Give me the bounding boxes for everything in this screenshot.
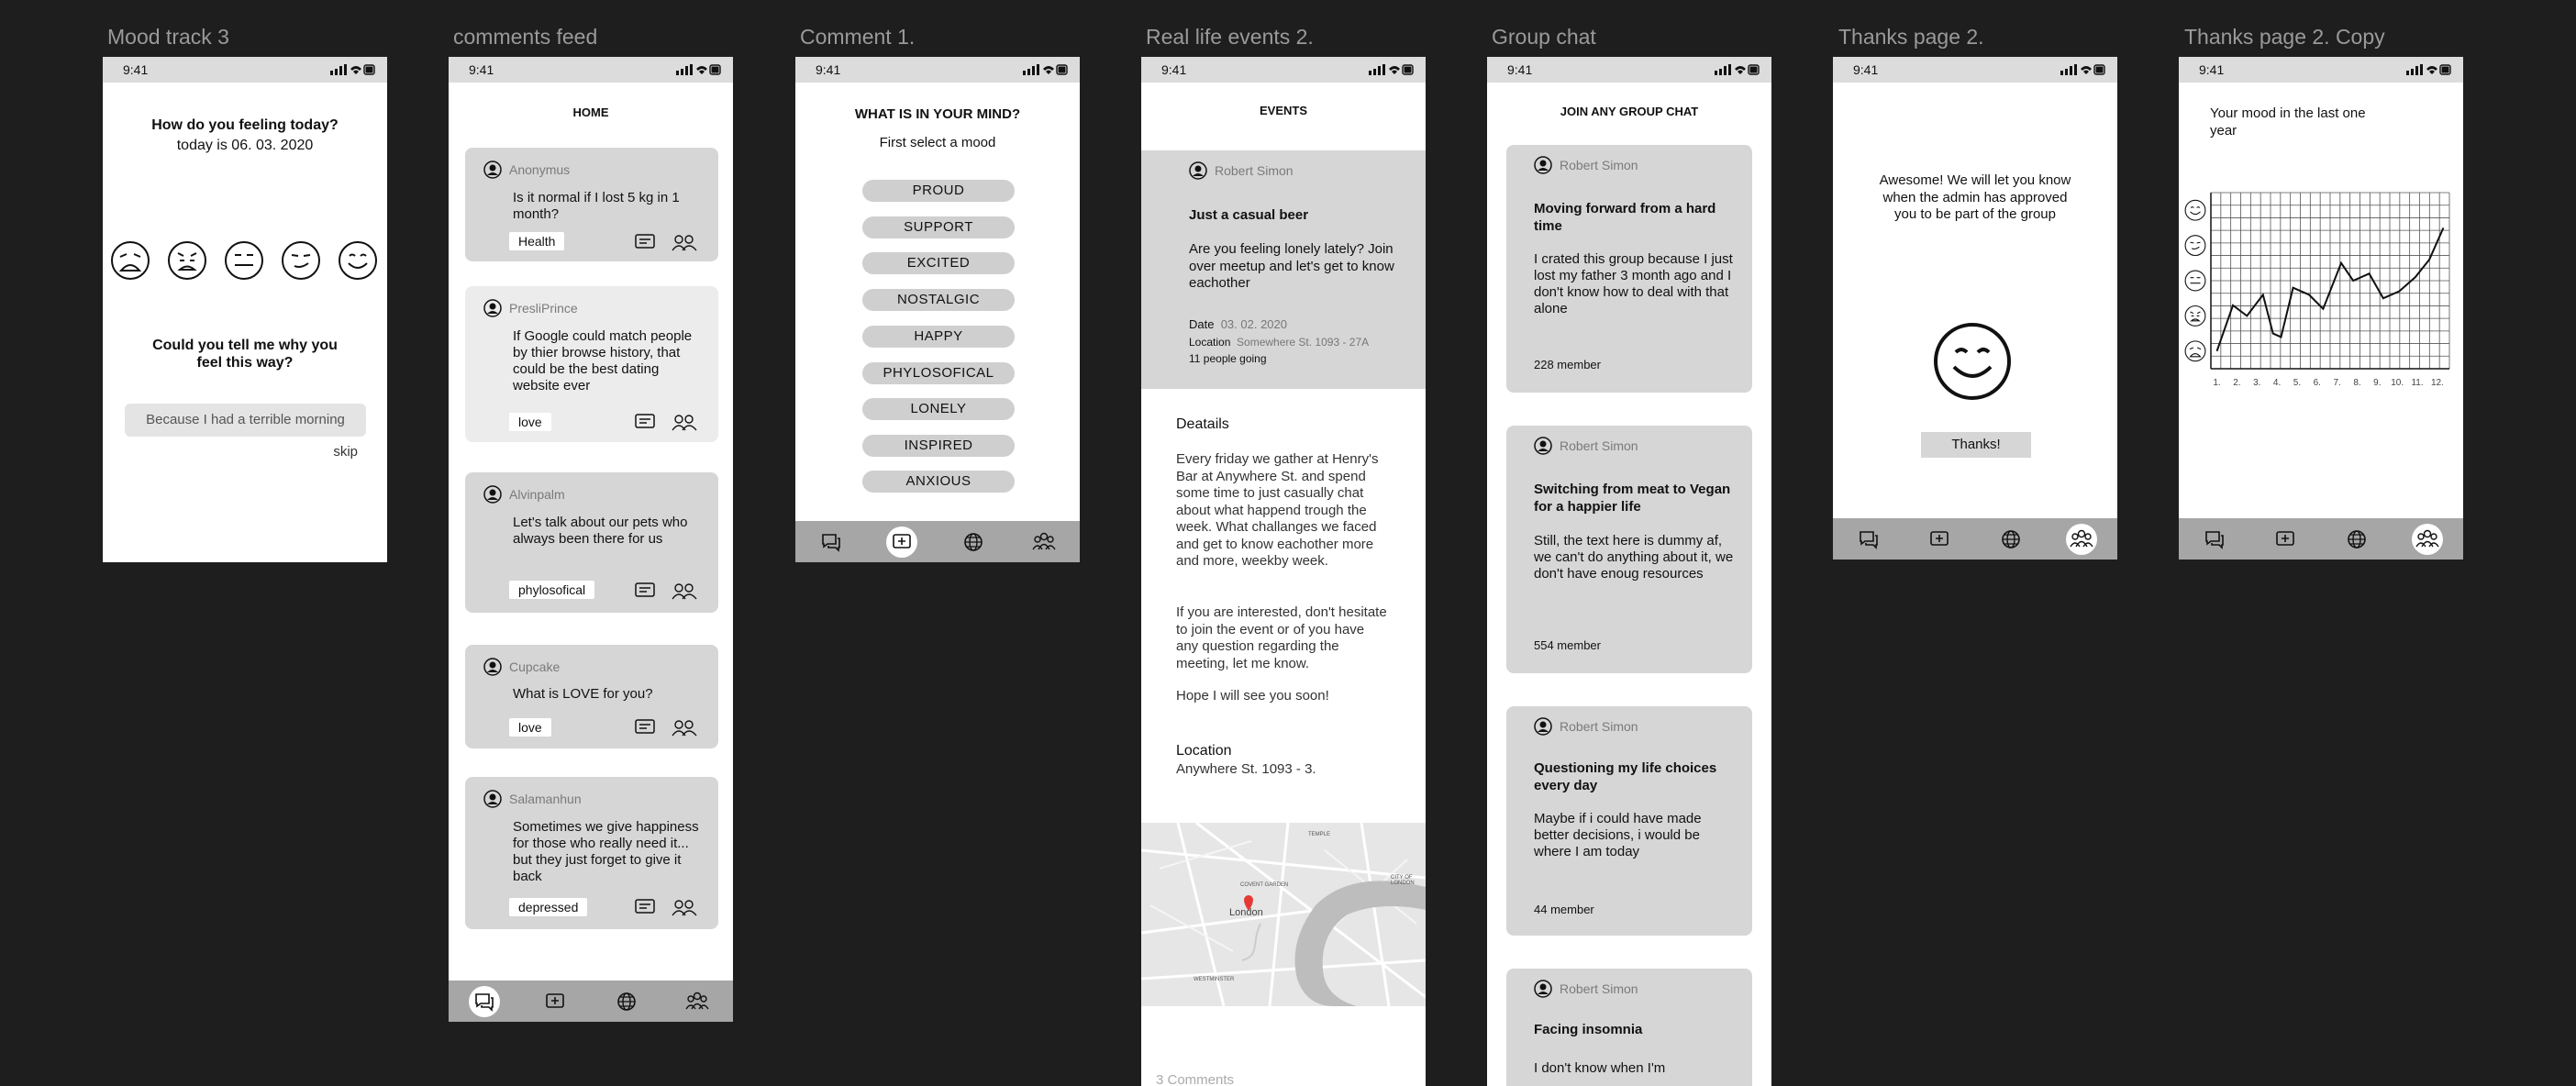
tab-bar xyxy=(795,521,1080,562)
group-card[interactable] xyxy=(1506,145,1752,393)
avatar-icon xyxy=(1534,156,1552,174)
group-description: Maybe if i could have made better decisions, i would be where I am today xyxy=(1534,811,1702,859)
page-title: EVENTS xyxy=(1259,104,1307,117)
post-author: Anonymus xyxy=(509,162,571,177)
location-text: Anywhere St. 1093 - 3. xyxy=(1176,761,1316,777)
signal-wifi-battery-icon xyxy=(330,63,376,76)
thanks-message: Awesome! We will let you know when the admin has approved you to be part of the group xyxy=(1879,172,2071,222)
group-title: Questioning my life choices every day xyxy=(1534,760,1717,793)
signal-wifi-battery-icon xyxy=(2406,63,2452,76)
status-bar xyxy=(1141,57,1426,83)
comment-icon[interactable] xyxy=(634,898,656,916)
add-post-icon xyxy=(2274,528,2296,550)
post-card[interactable] xyxy=(465,777,718,929)
group-author: Robert Simon xyxy=(1560,719,1638,734)
post-card[interactable] xyxy=(465,645,718,748)
tab-groups[interactable] xyxy=(2412,524,2443,555)
post-card[interactable] xyxy=(465,148,718,261)
group-members: 554 member xyxy=(1534,638,1601,652)
comment-icon[interactable] xyxy=(634,413,656,431)
post-text: Is it normal if I lost 5 kg in 1 month? xyxy=(513,190,680,222)
details-paragraph: Every friday we gather at Henry's Bar at Anywhere St. and spend some time to just casually chat about what happend trough the week. What challanges we faced and get to know eachother more and more, weekby week. xyxy=(1176,451,1379,569)
group-author: Robert Simon xyxy=(1560,438,1638,453)
frame-title-thanks: Thanks page 2. xyxy=(1838,25,1984,49)
people-icon[interactable] xyxy=(671,718,698,737)
chat-icon xyxy=(1858,528,1880,550)
mood-option[interactable]: SUPPORT xyxy=(862,216,1015,238)
x-tick-label: 11. xyxy=(2411,378,2424,388)
tab-groups[interactable] xyxy=(1028,526,1060,558)
tab-add-post[interactable] xyxy=(539,986,571,1017)
crying-face-icon xyxy=(2185,305,2205,326)
tab-add-post[interactable] xyxy=(1924,524,1955,555)
happy-face-icon xyxy=(2185,200,2205,220)
wink-face-icon xyxy=(2185,236,2205,256)
comment-icon[interactable] xyxy=(634,582,656,600)
mood-track-screen xyxy=(103,57,387,562)
avatar-icon xyxy=(1534,980,1552,998)
frame-title-mood-track: Mood track 3 xyxy=(107,25,229,49)
status-time: 9:41 xyxy=(1853,62,1879,77)
group-description: I don't know when I'm xyxy=(1534,1060,1666,1076)
avatar-icon xyxy=(1534,437,1552,455)
event-date: 03. 02. 2020 xyxy=(1220,317,1287,331)
tab-home[interactable] xyxy=(2199,524,2230,555)
x-tick-label: 1. xyxy=(2213,378,2221,388)
frame-title-thanks-copy: Thanks page 2. Copy xyxy=(2184,25,2385,49)
x-tick-label: 10. xyxy=(2391,378,2404,388)
chat-icon xyxy=(2204,528,2226,550)
group-card[interactable] xyxy=(1506,426,1752,673)
people-going: 11 people going xyxy=(1189,352,1267,365)
mood-option[interactable]: INSPIRED xyxy=(862,435,1015,457)
post-tag[interactable]: love xyxy=(509,413,551,431)
add-post-icon xyxy=(1928,528,1950,550)
x-tick-label: 7. xyxy=(2333,378,2341,388)
frame-title-comment: Comment 1. xyxy=(800,25,916,49)
tab-home[interactable] xyxy=(816,526,847,558)
reason-input[interactable]: Because I had a terrible morning xyxy=(125,404,366,437)
mood-option[interactable]: EXCITED xyxy=(862,252,1015,274)
mood-option[interactable]: ANXIOUS xyxy=(862,471,1015,493)
x-tick-label: 12. xyxy=(2430,378,2444,388)
post-text: Sometimes we give happiness for those who really need it... but they just forget to give it back xyxy=(513,819,699,884)
status-time: 9:41 xyxy=(2199,62,2225,77)
mood-chart-screen xyxy=(2179,57,2463,560)
signal-wifi-battery-icon xyxy=(1369,63,1415,76)
add-post-icon xyxy=(544,991,566,1013)
page-title: WHAT IS IN YOUR MIND? xyxy=(854,106,1021,122)
tab-bar xyxy=(2179,518,2463,560)
post-author: PresliPrince xyxy=(509,301,578,316)
mood-question: How do you feeling today? xyxy=(151,117,339,133)
tab-groups[interactable] xyxy=(2066,524,2097,555)
avatar-icon xyxy=(483,485,502,504)
signal-wifi-battery-icon xyxy=(1715,63,1760,76)
map-label: TEMPLE xyxy=(1308,832,1331,837)
thanks-screen xyxy=(1833,57,2117,560)
x-tick-label: 9. xyxy=(2373,378,2382,388)
avatar-icon xyxy=(1189,161,1207,180)
tab-bar xyxy=(1833,518,2117,560)
x-tick-label: 2. xyxy=(2233,378,2241,388)
post-author: Alvinpalm xyxy=(509,487,565,502)
post-card[interactable] xyxy=(465,472,718,613)
comments-count[interactable]: 3 Comments xyxy=(1156,1072,1235,1086)
group-card[interactable] xyxy=(1506,706,1752,936)
happy-face-icon[interactable] xyxy=(338,240,378,281)
avatar-icon xyxy=(483,299,502,317)
avatar-icon xyxy=(483,161,502,179)
post-tag[interactable]: Health xyxy=(509,232,564,250)
crying-face-icon[interactable] xyxy=(167,240,207,281)
tab-events[interactable] xyxy=(958,526,989,558)
page-subtitle: First select a mood xyxy=(879,135,996,150)
x-tick-label: 3. xyxy=(2253,378,2261,388)
event-title: Just a casual beer xyxy=(1189,207,1309,223)
tab-home[interactable] xyxy=(1853,524,1884,555)
signal-wifi-battery-icon xyxy=(676,63,722,76)
tab-add-post[interactable] xyxy=(886,526,917,558)
mood-option[interactable]: PHYLOSOFICAL xyxy=(862,362,1015,384)
frame-title-group-chat: Group chat xyxy=(1492,25,1596,49)
chart-title: Your mood in the last one year xyxy=(2210,105,2366,139)
chat-icon xyxy=(820,531,842,553)
x-tick-label: 8. xyxy=(2353,378,2361,388)
date-label: Date xyxy=(1189,317,1215,331)
mood-date: today is 06. 03. 2020 xyxy=(176,138,314,153)
why-question: Could you tell me why you feel this way? xyxy=(152,338,338,371)
group-title: Switching from meat to Vegan for a happier life xyxy=(1534,482,1731,515)
comment-icon[interactable] xyxy=(634,233,656,251)
map-label: COVENT GARDEN xyxy=(1240,882,1289,888)
details-heading: Deatails xyxy=(1176,416,1229,432)
chat-icon xyxy=(473,991,495,1013)
group-icon xyxy=(2415,528,2440,550)
location-label: Location xyxy=(1189,336,1231,349)
avatar-icon xyxy=(1534,717,1552,736)
details-paragraph: If you are interested, don't hesitate to join the event or of you have any question regarding the meeting, let me know. xyxy=(1176,604,1387,671)
very-sad-face-icon[interactable] xyxy=(110,240,150,281)
post-card[interactable] xyxy=(465,286,718,442)
post-text: Let's talk about our pets who always been there for us xyxy=(513,515,688,547)
group-icon xyxy=(684,991,710,1013)
x-tick-label: 5. xyxy=(2293,378,2302,388)
signal-wifi-battery-icon xyxy=(1023,63,1069,76)
group-members: 228 member xyxy=(1534,358,1601,371)
post-tag[interactable]: phylosofical xyxy=(509,581,594,599)
very-sad-face-icon xyxy=(2185,341,2205,361)
post-text: If Google could match people by thier browse history, that could be the best dating website ever xyxy=(513,328,693,393)
status-time: 9:41 xyxy=(816,62,841,77)
group-card[interactable] xyxy=(1506,969,1752,1086)
group-title: Moving forward from a hard time xyxy=(1534,201,1716,234)
events-screen xyxy=(1141,57,1426,1086)
map-city-label: London xyxy=(1229,907,1263,918)
page-title: HOME xyxy=(572,105,609,119)
event-location: Somewhere St. 1093 - 27A xyxy=(1237,336,1370,349)
globe-icon xyxy=(2000,528,2022,550)
tab-home[interactable] xyxy=(469,986,500,1017)
mood-option[interactable]: NOSTALGIC xyxy=(862,289,1015,311)
tab-groups[interactable] xyxy=(682,986,713,1017)
comments-feed-screen xyxy=(449,57,733,1022)
happy-face-icon xyxy=(1932,321,2013,402)
status-bar xyxy=(1833,57,2117,83)
comment-screen xyxy=(795,57,1080,562)
mood-option[interactable]: PROUD xyxy=(862,180,1015,202)
status-time: 9:41 xyxy=(469,62,494,77)
status-time: 9:41 xyxy=(1161,62,1187,77)
details-paragraph: Hope I will see you soon! xyxy=(1176,688,1329,704)
mood-selector xyxy=(110,240,378,281)
group-description: I crated this group because I just lost my father 3 month ago and I don't know how to deal with that alone xyxy=(1534,251,1733,316)
signal-wifi-battery-icon xyxy=(2060,63,2106,76)
status-bar xyxy=(2179,57,2463,83)
group-chat-screen xyxy=(1487,57,1771,1086)
group-members: 44 member xyxy=(1534,903,1594,916)
event-author: Robert Simon xyxy=(1215,163,1294,178)
tab-events[interactable] xyxy=(1995,524,2026,555)
status-bar xyxy=(795,57,1080,83)
event-card[interactable] xyxy=(1141,150,1426,389)
globe-icon xyxy=(616,991,638,1013)
group-title: Facing insomnia xyxy=(1534,1022,1643,1037)
people-icon[interactable] xyxy=(671,582,698,600)
x-tick-label: 6. xyxy=(2313,378,2321,388)
skip-link[interactable]: skip xyxy=(333,444,358,460)
people-icon[interactable] xyxy=(671,898,698,916)
mood-option[interactable]: HAPPY xyxy=(862,326,1015,348)
wink-face-icon[interactable] xyxy=(281,240,321,281)
group-author: Robert Simon xyxy=(1560,981,1638,996)
frame-title-comments-feed: comments feed xyxy=(453,25,598,49)
post-tag[interactable]: depressed xyxy=(509,898,587,916)
neutral-face-icon xyxy=(2185,271,2205,291)
map-label: CITY OF LONDON xyxy=(1391,875,1415,886)
map-label: WESTMINSTER xyxy=(1194,977,1235,982)
mood-option[interactable]: LONELY xyxy=(862,398,1015,420)
tab-bar xyxy=(449,981,733,1022)
tab-events[interactable] xyxy=(2341,524,2372,555)
group-icon xyxy=(2069,528,2094,550)
location-heading: Location xyxy=(1176,743,1232,759)
comment-icon[interactable] xyxy=(634,718,656,737)
x-tick-label: 4. xyxy=(2272,378,2282,388)
add-post-icon xyxy=(891,531,913,553)
avatar-icon xyxy=(483,658,502,676)
page-title: JOIN ANY GROUP CHAT xyxy=(1560,105,1699,118)
group-author: Robert Simon xyxy=(1560,158,1638,172)
people-icon[interactable] xyxy=(671,413,698,431)
status-time: 9:41 xyxy=(1507,62,1533,77)
status-bar xyxy=(103,57,387,83)
status-bar xyxy=(1487,57,1771,83)
mood-line-chart xyxy=(2179,185,2463,424)
globe-icon xyxy=(2346,528,2368,550)
tab-events[interactable] xyxy=(611,986,642,1017)
post-author: Cupcake xyxy=(509,659,561,674)
status-bar xyxy=(449,57,733,83)
group-description: Still, the text here is dummy af, we can't do anything about it, we don't have enoug resources xyxy=(1534,533,1734,582)
thanks-button[interactable]: Thanks! xyxy=(1921,432,2031,458)
neutral-face-icon[interactable] xyxy=(224,240,264,281)
post-tag[interactable]: love xyxy=(509,718,551,737)
globe-icon xyxy=(962,531,984,553)
event-text: Are you feeling lonely lately? Join over meetup and let's get to know eachother xyxy=(1189,241,1394,291)
post-author: Salamanhun xyxy=(509,792,582,806)
frame-title-events: Real life events 2. xyxy=(1146,25,1314,49)
avatar-icon xyxy=(483,790,502,808)
map-icon xyxy=(1141,823,1426,1006)
event-map[interactable] xyxy=(1141,823,1426,1006)
post-text: What is LOVE for you? xyxy=(513,686,653,702)
tab-add-post[interactable] xyxy=(2270,524,2301,555)
group-icon xyxy=(1031,531,1057,553)
people-icon[interactable] xyxy=(671,233,698,251)
status-time: 9:41 xyxy=(123,62,149,77)
